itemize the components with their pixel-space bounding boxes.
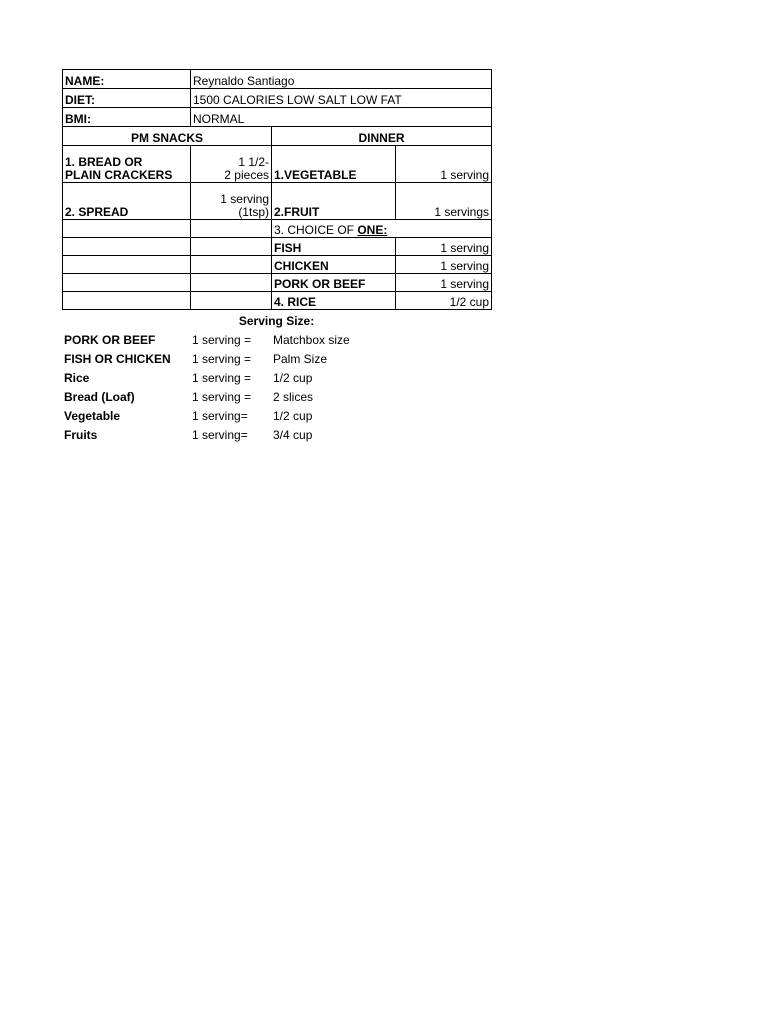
table-row [62,423,491,442]
empty-cell [191,292,272,310]
table-row [63,183,492,220]
serving-amount: 3/4 cup [273,428,313,442]
serving-food: Rice [64,371,90,385]
bmi-label: BMI: [63,108,191,127]
serving-amount: 1/2 cup [273,371,313,385]
choice-qty-pork-beef: 1 serving [396,274,492,292]
diet-table [62,69,492,310]
serving-food: Fruits [64,428,98,442]
dinner-item-fruit: 2.FRUIT [272,183,396,220]
dinner-qty-rice: 1/2 cup [396,292,492,310]
serving-amount: Matchbox size [273,333,350,347]
choice-qty-fish: 1 serving [396,238,492,256]
empty-cell [63,274,191,292]
serving-food: FISH OR CHICKEN [64,352,171,366]
serving-equation: 1 serving= [192,409,248,423]
serving-equation: 1 serving = [192,352,252,366]
serving-size-title-row [62,310,491,328]
empty-cell [191,256,272,274]
serving-size-title: Serving Size: [238,314,315,328]
empty-cell [63,238,191,256]
table-row [63,220,492,238]
dinner-item-rice: 4. RICE [272,292,396,310]
choice-item-pork-beef: PORK OR BEEF [272,274,396,292]
serving-amount: 1/2 cup [273,409,313,423]
dinner-qty-fruit: 1 servings [396,183,492,220]
diet-value: 1500 CALORIES LOW SALT LOW FAT [191,89,492,108]
choice-of-one-label: 3. CHOICE OF ONE: [272,220,492,238]
diet-label: DIET: [63,89,191,108]
snack-qty-bread: 1 1/2- 2 pieces [191,146,272,183]
serving-food: Bread (Loaf) [64,390,135,404]
serving-size-table [62,310,491,442]
pm-snacks-header: PM SNACKS [63,127,272,146]
serving-equation: 1 serving = [192,371,252,385]
empty-cell [63,292,191,310]
serving-food: PORK OR BEEF [64,333,156,347]
table-row [63,292,492,310]
diet-sheet [62,69,492,442]
name-row [63,70,492,89]
table-row [62,347,491,366]
snack-item-spread: 2. SPREAD [63,183,191,220]
table-row [63,238,492,256]
meal-header-row [63,127,492,146]
dinner-qty-vegetable: 1 serving [396,146,492,183]
name-value: Reynaldo Santiago [191,70,492,89]
table-row [62,404,491,423]
table-row [63,146,492,183]
empty-cell [191,274,272,292]
table-row [62,385,491,404]
snack-item-bread: 1. BREAD OR PLAIN CRACKERS [63,146,191,183]
table-row [62,328,491,347]
empty-cell [191,238,272,256]
empty-cell [63,256,191,274]
empty-cell [191,220,272,238]
snack-qty-spread: 1 serving (1tsp) [191,183,272,220]
serving-food: Vegetable [64,409,121,423]
table-row [62,366,491,385]
serving-amount: 2 slices [273,390,314,404]
table-row [63,274,492,292]
serving-equation: 1 serving = [192,390,252,404]
empty-cell [63,220,191,238]
serving-equation: 1 serving= [192,428,248,442]
choice-item-chicken: CHICKEN [272,256,396,274]
dinner-item-vegetable: 1.VEGETABLE [272,146,396,183]
bmi-value: NORMAL [191,108,492,127]
table-row [63,256,492,274]
choice-qty-chicken: 1 serving [396,256,492,274]
choice-item-fish: FISH [272,238,396,256]
bmi-row [63,108,492,127]
name-label: NAME: [63,70,191,89]
serving-equation: 1 serving = [192,333,252,347]
dinner-header: DINNER [272,127,492,146]
serving-amount: Palm Size [273,352,328,366]
diet-row [63,89,492,108]
choice-emphasis: ONE: [357,223,388,237]
